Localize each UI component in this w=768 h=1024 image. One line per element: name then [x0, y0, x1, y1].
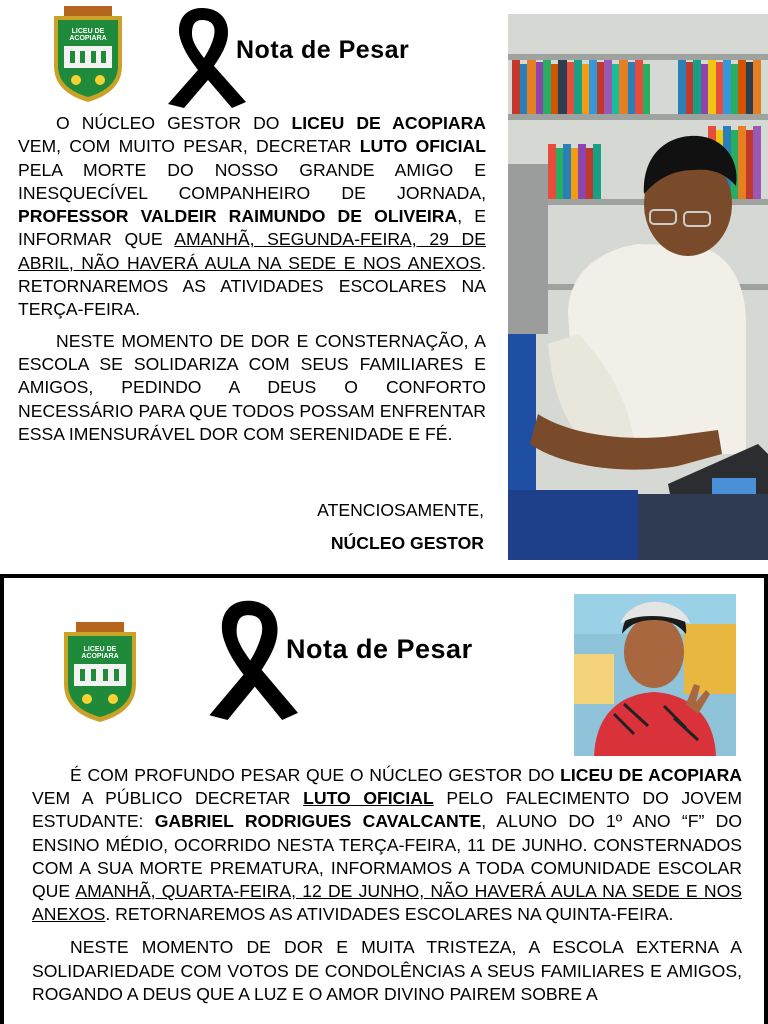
closing: ATENCIOSAMENTE,: [317, 500, 484, 520]
student-photo: [574, 594, 736, 756]
mourning-ribbon-icon: [158, 4, 246, 108]
paragraph-announcement: É COM PROFUNDO PESAR QUE O NÚCLEO GESTOR DO LICEU DE ACOPIARA VEM A PÚBLICO DECRETAR LUTO OFICIAL PELO FALECIMENTO DO JOVEM ESTUDANTE: GABRIEL RODRIGUES CAVALCANTE, ALUNO DO 1º ANO “F” DO ENSINO MÉDIO, OCORRIDO NESTA TERÇA-FEIRA, 11 DE JUNHO. CONSTERNADOS COM A SUA MORTE PREMATURA, INFORMAMOS A TODA COMUNIDADE ESCOLAR QUE AMANHÃ, QUARTA-FEIRA, 12 DE JUNHO, NÃO HAVERÁ AULA NA SEDE E NOS ANEXOS. RETORNAREMOS AS ATIVIDADES ESCOLARES NA QUINTA-FEIRA.: [32, 765, 743, 925]
school-crest-icon: [50, 6, 126, 106]
paragraph-announcement: O NÚCLEO GESTOR DO LICEU DE ACOPIARA VEM, COM MUITO PESAR, DECRETAR LUTO OFICIAL PELA MORTE DO NOSSO GRANDE AMIGO E INESQUECÍVEL COMPANHEIRO DE JORNADA, PROFESSOR VALDEIR RAIMUNDO DE OLIVEIRA, E INFORMAR QUE AMANHÃ, SEGUNDA-FEIRA, 29 DE ABRIL, NÃO HAVERÁ AULA NA SEDE E NOS ANEXOS. RETORNAREMOS AS ATIVIDADES ESCOLARES NA TERÇA-FEIRA.: [18, 113, 486, 320]
notice-student: [0, 574, 768, 1024]
deceased-name: PROFESSOR VALDEIR RAIMUNDO DE OLIVEIRA: [18, 206, 458, 227]
notice-body: [18, 112, 486, 446]
official-mourning: LUTO OFICIAL: [359, 136, 486, 157]
notice-title: Nota de Pesar: [286, 634, 473, 664]
school-name: LICEU DE ACOPIARA: [560, 765, 742, 785]
crest-text: LICEU DE ACOPIARA: [69, 28, 107, 42]
notice-title: Nota de Pesar: [236, 36, 410, 64]
paragraph-condolences: NESTE MOMENTO DE DOR E CONSTERNAÇÃO, A ESCOLA SE SOLIDARIZA COM SEUS FAMILIARES E AMIGOS, PEDINDO A DEUS O CONFORTO NECESSÁRIO PARA QUE TODOS POSSAM ENFRENTAR ESSA IMENSURÁVEL DOR COM SERENIDADE E FÉ.: [18, 330, 486, 444]
mourning-ribbon-icon: [198, 596, 298, 720]
no-classes-notice: AMANHÃ, QUARTA-FEIRA, 12 DE JUNHO, NÃO HAVERÁ AULA NA SEDE E NOS ANEXOS: [32, 881, 742, 925]
school-crest-icon: [60, 622, 140, 726]
teacher-photo: [508, 14, 768, 560]
notice-body: [32, 764, 742, 1006]
deceased-name: GABRIEL RODRIGUES CAVALCANTE: [154, 811, 482, 832]
signature: NÚCLEO GESTOR: [330, 533, 484, 553]
no-classes-notice: AMANHÃ, SEGUNDA-FEIRA, 29 DE ABRIL, NÃO HAVERÁ AULA NA SEDE E NOS ANEXOS: [18, 229, 486, 273]
school-name: LICEU DE ACOPIARA: [291, 113, 486, 133]
paragraph-condolences: NESTE MOMENTO DE DOR E MUITA TRISTEZA, A ESCOLA EXTERNA A SOLIDARIEDADE COM VOTOS DE CONDOLÊNCIAS A SEUS FAMILIARES E AMIGOS, ROGANDO A DEUS QUE A LUZ E O AMOR DIVINO PAIREM SOBRE A: [32, 937, 742, 1004]
official-mourning: LUTO OFICIAL: [303, 788, 434, 809]
crest-text: LICEU DE ACOPIARA: [81, 646, 119, 660]
